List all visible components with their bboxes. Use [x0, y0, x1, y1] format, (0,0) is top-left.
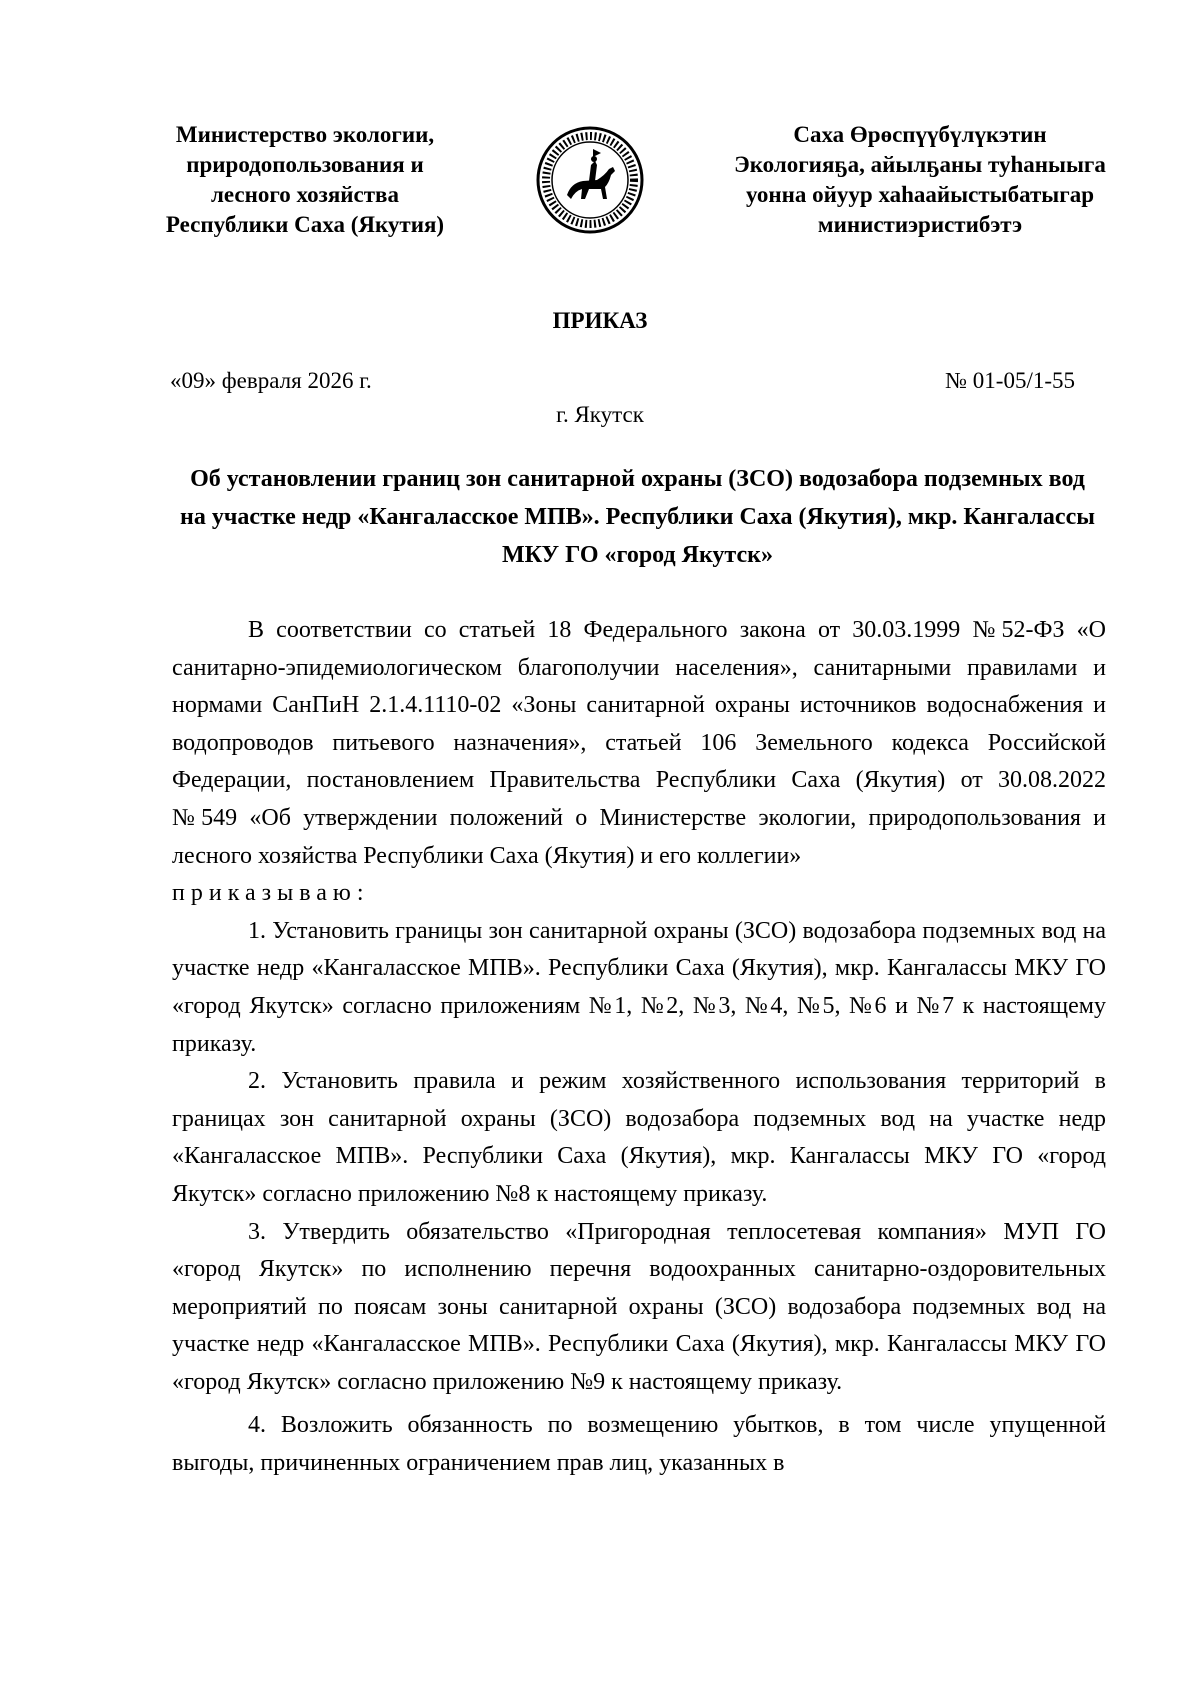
order-date: «09» февраля 2026 г.: [170, 368, 372, 393]
ministry-name-yakut: [700, 120, 1140, 240]
header-right-line: Саха Өрөспүүбүлүкэтин: [793, 122, 1047, 147]
order-item: 3. Утвердить обязательство «Пригородная теплосетевая компания» МУП ГО «город Якутск» по исполнению перечня водоохранных санитарно-оздоровительных мероприятий по поясам зоны санитарной охраны (ЗСО) водозабора подземных вод на участке недр «Кангаласское МПВ». Республики Саха (Якутия), мкр. Кангалассы МКУ ГО «город Якутск» согласно приложению №9 к настоящему приказу.: [172, 1218, 1106, 1395]
order-item: 4. Возложить обязанность по возмещению убытков, в том числе упущенной выгоды, причиненных ограничением прав лиц, указанных в: [172, 1412, 1106, 1477]
header-left-line: Министерство экологии,: [175, 122, 435, 147]
preamble-paragraph: В соответствии со статьей 18 Федерального закона от 30.03.1999 №52-ФЗ «О санитарно-эпидемиологическом благополучии населения», санитарными правилами и нормами СанПиН 2.1.4.1110-02 «Зоны санитарной охраны источников водоснабжения и водопроводов питьевого назначения», статьей 106 Земельного кодекса Российской Федерации, постановлением Правительства Республики Саха (Якутия) от 30.08.2022 №549 «Об утверждении положений о Министерстве экологии, природопользования и лесного хозяйства Республики Саха (Якутия) и его коллегии»: [172, 617, 1106, 869]
header-right-line: уонна ойуур хаһаайыстыбатыгар: [745, 182, 1095, 207]
ministry-name-russian: [140, 120, 470, 240]
header-right-line: Экологияҕа, айылҕаны туһаныыга: [734, 152, 1106, 177]
order-word: приказываю:: [172, 880, 370, 907]
header-left-line: лесного хозяйства: [211, 182, 399, 207]
header-right-line: министиэристибэтэ: [817, 212, 1023, 237]
order-city: г. Якутск: [556, 402, 644, 427]
order-item: 2. Установить правила и режим хозяйственного использования территорий в границах зон санитарной охраны (ЗСО) водозабора подземных вод на участке недр «Кангаласское МПВ». Республики Саха (Якутия), мкр. Кангалассы МКУ ГО «город Якутск» согласно приложению №8 к настоящему приказу.: [172, 1068, 1106, 1207]
order-item: 1. Установить границы зон санитарной охраны (ЗСО) водозабора подземных вод на участке недр «Кангаласское МПВ». Республики Саха (Якутия), мкр. Кангалассы МКУ ГО «город Якутск» согласно приложениям №1, №2, №3, №4, №5, №6 и №7 к настоящему приказу.: [172, 917, 1106, 1057]
document-type: ПРИКАЗ: [552, 308, 648, 333]
order-number: № 01-05/1-55: [945, 368, 1075, 393]
header-left-line: Республики Саха (Якутия): [165, 212, 445, 237]
order-subject: Об установлении границ зон санитарной охраны (ЗСО) водозабора подземных вод на участке недр «Кангаласское МПВ». Республики Саха (Якутия), мкр. Кангалассы МКУ ГО «город Якутск»: [180, 466, 1095, 568]
order-body: [172, 612, 1106, 1483]
coat-of-arms-icon: [535, 125, 645, 235]
header-left-line: природопользования и: [186, 152, 424, 177]
